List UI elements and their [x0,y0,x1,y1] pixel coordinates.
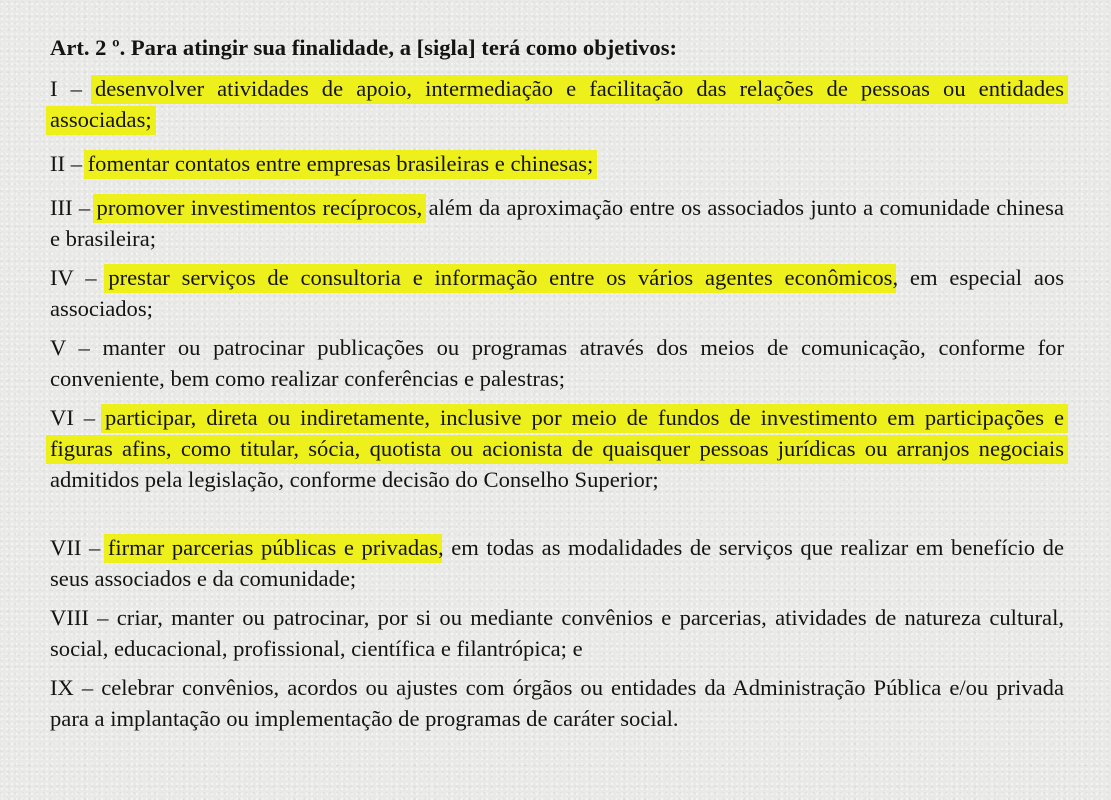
highlighted-text: prestar serviços de consultoria e informação entre os vários agentes econômicos [108,264,892,293]
item-number: V – [50,335,103,360]
item-number: IX – [50,675,102,700]
item-number: VIII – [50,605,117,630]
item-text: celebrar convênios, acordos ou ajustes com órgãos ou entidades da Administração Pública e/ou privada para a implantação ou implementação de programas de caráter social. [50,675,1064,731]
objective-item-iv [50,262,1064,327]
item-text: , em especial aos associados; [50,265,1064,321]
item-text: , em todas as modalidades de serviços que realizar em benefício de seus associados e da comunidade; [50,535,1064,591]
objective-item-iii [50,192,1064,257]
item-number: I – [50,76,95,101]
item-text: além da aproximação entre os associados junto a comunidade chinesa e brasileira; [50,195,1064,251]
item-text: criar, manter ou patrocinar, por si ou mediante convênios e parcerias, atividades de natureza cultural, social, educacional, profissional, científica e filantrópica; e [50,605,1065,661]
objective-item-vi [50,402,1064,522]
item-number: IV – [50,265,109,290]
item-number: VII – [50,535,108,560]
highlighted-text: fomentar contatos entre empresas brasileiras e chinesas; [88,150,594,179]
objective-item-i [50,73,1064,138]
objective-item-viii [50,602,1064,667]
item-text: manter ou patrocinar publicações ou programas através dos meios de comunicação, conforme for conveniente, bem como realizar conferências e palestras; [50,335,1064,391]
highlighted-text: firmar parcerias públicas e privadas [108,534,438,563]
document-page [50,32,1064,737]
highlighted-text: promover investimentos recíprocos, [97,194,423,223]
objective-item-ix [50,672,1064,737]
highlighted-text: desenvolver atividades de apoio, intermediação e facilitação das relações de pessoas ou entidades associadas; [50,75,1064,135]
item-text: admitidos pela legislação, conforme decisão do Conselho Superior; [50,467,659,492]
item-number: VI – [50,405,106,430]
article-heading: Art. 2 º. Para atingir sua finalidade, a [sigla] terá como objetivos: [50,35,678,60]
item-number: II – [50,151,88,176]
objective-item-ii [50,148,1064,189]
item-number: III – [50,195,97,220]
objective-item-v [50,332,1064,397]
objective-item-vii [50,532,1064,597]
highlighted-text: participar, direta ou indiretamente, inclusive por meio de fundos de investimento em participações e figuras afins, como titular, sócia, quotista ou acionista de quaisquer pessoas jurídicas ou arranjos negociais [50,404,1064,464]
